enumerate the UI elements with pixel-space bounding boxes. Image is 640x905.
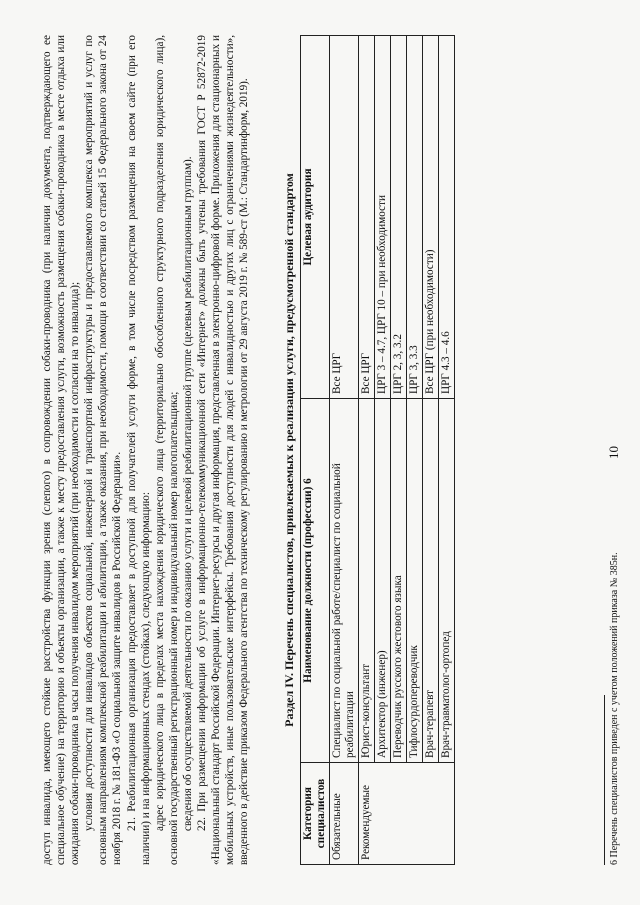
footnote-divider xyxy=(604,695,605,865)
table-cell: Переводчик русского жестового языка xyxy=(391,399,407,763)
table-header-row xyxy=(301,36,330,865)
table-row xyxy=(391,36,407,865)
table-cell: Все ЦРГ xyxy=(330,36,359,399)
table-row xyxy=(423,36,439,865)
table-cell: Юрист-консультант xyxy=(359,399,375,763)
table-header: Категория специалистов xyxy=(301,763,330,865)
section-title: Раздел IV. Перечень специалистов, привлекаемых к реализации услуги, предусмотренной стандартом xyxy=(282,173,296,727)
table-row xyxy=(359,36,375,865)
table-cell: ЦРГ 3 – 4.7, ЦРГ 10 – при необходимости xyxy=(375,36,391,399)
footnote: 6 Перечень специалистов приведен с учетом положений приказа № 385н. xyxy=(609,552,620,865)
paragraph: условия доступности для инвалидов объектов социальной, инженерной и транспортной инфраструктуры и предоставляемого комплекса мероприятий и услуг по основным направлениям комплексной реабилитации и абилитации, а также оказания, при необходимости, помощи в соответствии со статьей 15 Федерального закона от 24 ноября 2018 г. № 181-ФЗ «О социальной защите инвалидов в Российской Федерации». xyxy=(83,35,124,865)
body-text xyxy=(40,35,251,865)
table-cell: ЦРГ 3, 3.3 xyxy=(407,36,423,399)
paragraph: 21. Реабилитационная организация предоставляет в доступной для получателей услуги форме, в том числе посредством размещения на своем сайте (при его наличии) и на информационных стендах (стойках), следующую информацию: xyxy=(125,35,152,865)
table-cell: Рекомендуемые xyxy=(359,763,455,865)
table-cell: Тифлосурдопереводчик xyxy=(407,399,423,763)
specialists-table xyxy=(300,35,455,865)
table-cell: Архитектор (инженер) xyxy=(375,399,391,763)
table-cell: Врач-травматолог-ортопед xyxy=(439,399,455,763)
table-cell: Обязательные xyxy=(330,763,359,865)
table-row xyxy=(375,36,391,865)
table-cell: Все ЦРГ (при необходимости) xyxy=(423,36,439,399)
table-row xyxy=(407,36,423,865)
paragraph: доступ инвалида, имеющего стойкие расстройства функции зрения (слепого) в сопровождении собаки-проводника (при наличии документа, подтверждающего ее специальное обучение) на территорию и объекты организации, а также к месту предоставления услуги, возможность размещения собаки-проводника в месте отдыха или ожидания собаки-проводника в часы получения инвалидом мероприятий (при необходимости и согласии на то инвалида); xyxy=(41,35,82,865)
table-row xyxy=(439,36,455,865)
paragraph: 22. При размещении информации об услуге в информационно-телекоммуникационной сети «Интернет» должны быть учтены требования ГОСТ Р 52872-2019 «Национальный стандарт Российской Федерации. Интернет-ресурсы и другая информация, представленная в электронно-цифровой форме. Приложения для стационарных и мобильных устройств, иные пользовательские интерфейсы. Требования доступности для людей с инвалидностью и других лиц с ограничениями жизнедеятельности», введенного в действие приказом Федерального агентства по техническому регулированию и метрологии от 29 августа 2019 г. № 589-ст (М.: Стандартинформ, 2019). xyxy=(196,35,251,865)
table-cell: ЦРГ 4.3 – 4.6 xyxy=(439,36,455,399)
table-row xyxy=(330,36,359,865)
table-cell: ЦРГ 2, 3, 3.2 xyxy=(391,36,407,399)
table-cell: Все ЦРГ xyxy=(359,36,375,399)
table-cell: Специалист по социальной работе/специалист по социальной реабилитации xyxy=(330,399,359,763)
table-cell: Врач-терапевт xyxy=(423,399,439,763)
paragraph: сведения об осуществляемой деятельности по оказанию услуги и целевой реабилитационной группе (целевым реабилитационным группам). xyxy=(181,156,194,831)
table-header: Наименование должности (профессии) 6 xyxy=(301,399,330,763)
table-header: Целевая аудитория xyxy=(301,36,330,399)
paragraph: адрес юридического лица в пределах места нахождения юридического лица (территориально обособленного структурного подразделения юридического лица), основной государственный регистрационный номер и индивидуальный номер налогоплательщика; xyxy=(153,35,180,865)
page-number: 10 xyxy=(606,446,621,459)
